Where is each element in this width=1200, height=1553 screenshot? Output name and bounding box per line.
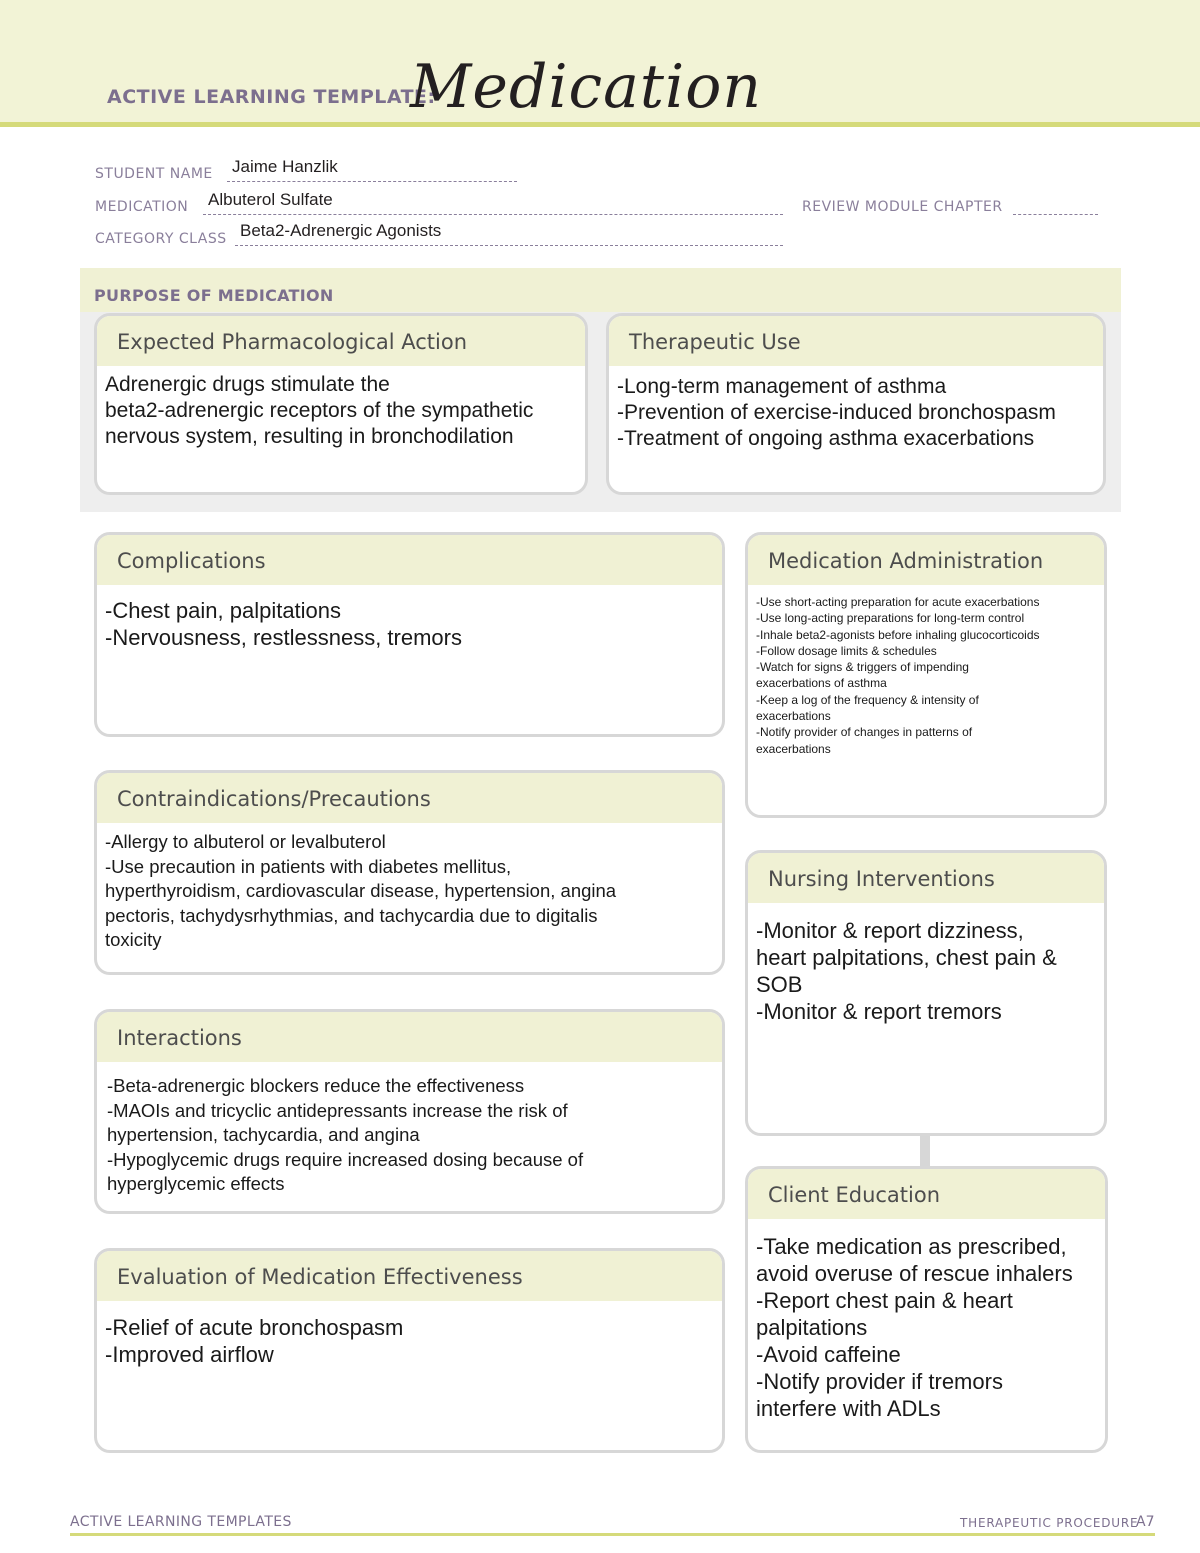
footer-rule	[70, 1533, 1155, 1536]
text-line: -Monitor & report tremors	[756, 999, 1002, 1024]
category-class-field[interactable]: Beta2-Adrenergic Agonists	[240, 221, 442, 240]
text-line: avoid overuse of rescue inhalers	[756, 1261, 1073, 1286]
page-number: A7	[1136, 1514, 1155, 1530]
box-header	[97, 773, 722, 823]
text-line: hypertension, tachycardia, and angina	[107, 1124, 420, 1145]
footer-right: THERAPEUTIC PROCEDURE	[960, 1516, 1139, 1530]
box-header	[748, 535, 1104, 585]
text-line: -Monitor & report dizziness,	[756, 918, 1024, 943]
interactions-box	[94, 1009, 725, 1214]
box-content[interactable]	[609, 366, 1103, 452]
text-line: interfere with ADLs	[756, 1396, 941, 1421]
text-line: -Use long-acting preparations for long-term control	[756, 611, 1025, 626]
text-line: -Prevention of exercise-induced bronchospasm	[617, 401, 1056, 424]
box-title: Evaluation of Medication Effectiveness	[117, 1265, 523, 1289]
box-title: Expected Pharmacological Action	[117, 330, 468, 354]
text-line: -Relief of acute bronchospasm	[105, 1315, 404, 1340]
medication-field[interactable]: Albuterol Sulfate	[208, 190, 333, 209]
header-rule	[0, 122, 1200, 127]
box-title: Therapeutic Use	[629, 330, 801, 354]
text-line: -Use short-acting preparation for acute exacerbations	[756, 595, 1040, 609]
text-line: -Follow dosage limits & schedules	[756, 643, 937, 658]
purpose-label: PURPOSE OF MEDICATION	[94, 286, 334, 305]
box-title: Nursing Interventions	[768, 867, 995, 891]
text-line: -Report chest pain & heart	[756, 1288, 1013, 1313]
text-line: -Treatment of ongoing asthma exacerbations	[617, 427, 1035, 450]
complications-box	[94, 532, 725, 737]
box-title: Interactions	[117, 1026, 242, 1050]
category-class-line	[235, 245, 783, 246]
student-name-label: STUDENT NAME	[95, 166, 213, 182]
box-connector	[920, 1134, 930, 1166]
review-module-field[interactable]	[1013, 214, 1098, 215]
box-content[interactable]	[97, 1062, 722, 1197]
therapeutic-use-box	[606, 313, 1106, 495]
box-header	[748, 853, 1104, 903]
text-line: -Nervousness, restlessness, tremors	[105, 625, 462, 650]
text-line: hyperthyroidism, cardiovascular disease, hypertension, angina	[105, 880, 617, 901]
student-name-line	[227, 181, 517, 182]
client-education-box	[745, 1166, 1108, 1453]
text-line: -Use precaution in patients with diabetes mellitus,	[105, 855, 512, 877]
text-line: hyperglycemic effects	[107, 1173, 285, 1194]
text-line: pectoris, tachydysrhythmias, and tachycardia due to digitalis	[105, 904, 598, 926]
box-header	[97, 1012, 722, 1062]
text-line: -Beta-adrenergic blockers reduce the effectiveness	[107, 1075, 525, 1096]
box-header	[748, 1169, 1105, 1219]
box-header	[97, 316, 585, 366]
box-content[interactable]	[748, 1219, 1105, 1422]
box-content[interactable]	[748, 585, 1104, 757]
text-line: -Chest pain, palpitations	[105, 598, 342, 623]
administration-box	[745, 532, 1107, 818]
text-line: -Watch for signs & triggers of impending	[756, 660, 969, 675]
box-content[interactable]	[748, 903, 1104, 1025]
box-title: Complications	[117, 549, 266, 573]
nursing-interventions-box	[745, 850, 1107, 1136]
box-content[interactable]	[97, 585, 722, 651]
text-line: toxicity	[105, 929, 162, 950]
box-header	[609, 316, 1103, 366]
text-line: -Take medication as prescribed,	[756, 1234, 1067, 1259]
text-line: -Keep a log of the frequency & intensity of	[756, 692, 979, 707]
text-line: -Notify provider of changes in patterns of	[756, 725, 973, 740]
box-content[interactable]	[97, 366, 585, 450]
text-line: palpitations	[756, 1315, 868, 1340]
expected-action-box	[94, 313, 588, 495]
box-content[interactable]	[97, 1301, 722, 1368]
medication-label: MEDICATION	[95, 199, 189, 215]
text-line: -Notify provider if tremors	[756, 1369, 1003, 1394]
box-title: Client Education	[768, 1183, 941, 1207]
text-line: nervous system, resulting in bronchodilation	[105, 425, 514, 448]
text-line: -Improved airflow	[105, 1342, 274, 1367]
footer-left: ACTIVE LEARNING TEMPLATES	[70, 1514, 292, 1530]
medication-line	[203, 214, 783, 215]
text-line: -Avoid caffeine	[756, 1342, 901, 1367]
box-content[interactable]	[97, 823, 722, 953]
page-title: Medication	[410, 52, 762, 122]
text-line: exacerbations	[756, 709, 831, 724]
box-title: Contraindications/Precautions	[117, 787, 431, 811]
student-name-field[interactable]: Jaime Hanzlik	[232, 157, 338, 176]
contraindications-box	[94, 770, 725, 975]
text-line: exacerbations of asthma	[756, 676, 887, 691]
category-class-label: CATEGORY CLASS	[95, 231, 227, 247]
text-line: -MAOIs and tricyclic antidepressants increase the risk of	[107, 1099, 568, 1121]
text-line: beta2-adrenergic receptors of the sympathetic	[105, 399, 534, 422]
template-label: ACTIVE LEARNING TEMPLATE:	[107, 86, 436, 108]
evaluation-box	[94, 1248, 725, 1453]
text-line: heart palpitations, chest pain &	[756, 945, 1057, 970]
text-line: Adrenergic drugs stimulate the	[105, 373, 390, 396]
box-header	[97, 1251, 722, 1301]
text-line: -Hypoglycemic drugs require increased dosing because of	[107, 1148, 584, 1170]
box-header	[97, 535, 722, 585]
text-line: -Inhale beta2-agonists before inhaling glucocorticoids	[756, 627, 1040, 642]
text-line: -Allergy to albuterol or levalbuterol	[105, 831, 386, 852]
text-line: exacerbations	[756, 741, 831, 756]
review-module-label: REVIEW MODULE CHAPTER	[802, 199, 1003, 215]
text-line: -Long-term management of asthma	[617, 375, 947, 398]
text-line: SOB	[756, 972, 803, 997]
box-title: Medication Administration	[768, 549, 1044, 573]
